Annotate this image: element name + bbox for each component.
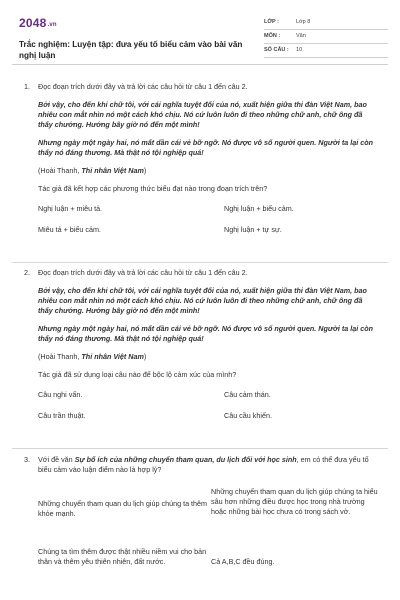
question-2 <box>24 268 376 430</box>
question-divider <box>12 262 388 263</box>
answer-option-c[interactable]: Câu trần thuật. <box>38 411 86 420</box>
site-logo[interactable] <box>19 16 57 30</box>
answer-option-c[interactable]: Miêu tả + biểu cảm. <box>38 225 101 234</box>
question-prompt <box>38 455 376 475</box>
answer-option-a[interactable]: Câu nghi vấn. <box>38 390 83 399</box>
passage-paragraph: Nhưng ngày một ngày hai, nó mất dần cái vẻ bỡ ngỡ. Nó được vô số người quen. Người ta lại còn thấy nó đáng thương. Mà thật nó tội nghiệp quá! <box>38 324 373 343</box>
question-3 <box>24 455 376 583</box>
question-number: 1. <box>24 82 30 91</box>
question-intro: Đọc đoạn trích dưới đây và trả lời các câu hỏi từ câu 1 đến câu 2. <box>38 268 248 277</box>
prompt-topic: Sự bổ ích của những chuyến tham quan, du lịch đối với học sinh <box>74 455 297 464</box>
question-1 <box>24 82 376 244</box>
question-prompt: Tác giả đã kết hợp các phương thức biểu đạt nào trong đoạn trích trên? <box>38 184 268 193</box>
passage-source <box>38 352 376 362</box>
question-number: 2. <box>24 268 30 277</box>
answer-option-d[interactable]: Nghị luận + tự sự. <box>224 225 282 234</box>
meta-label: LỚP : <box>264 19 279 25</box>
meta-label: SỐ CÂU : <box>264 47 289 53</box>
answer-option-b[interactable]: Nghị luận + biểu cảm. <box>224 204 294 213</box>
meta-row-grade <box>264 17 388 30</box>
meta-label: MÔN : <box>264 33 281 39</box>
passage-paragraph: Bởi vậy, cho đến khi chữ tôi, với cái nghĩa tuyệt đối của nó, xuất hiện giữa thi đàn Việt Nam, bao nhiêu con mắt nhìn nó một cách khó chịu. Nó cứ luôn luôn đi theo những chữ anh, chữ ông đã thấy chướng. Hướng bây giờ nó đến một mình! <box>38 100 367 129</box>
question-number: 3. <box>24 455 30 464</box>
question-prompt: Tác giả đã sử dụng loại câu nào để bộc lộ cảm xúc của mình? <box>38 370 237 379</box>
prompt-pre: Với đề văn <box>38 455 75 464</box>
answer-option-b[interactable]: Những chuyến tham quan du lịch giúp chúng ta hiểu sâu hơn những điều được học trong nhà trường hoặc những bài học chưa có trong sách vở. <box>211 487 378 516</box>
meta-value: 10 <box>296 47 303 53</box>
source-close: ) <box>143 166 147 175</box>
answer-options <box>38 204 376 244</box>
source-work: Thi nhân Việt Nam <box>81 166 144 175</box>
meta-value: Lớp 8 <box>296 19 311 25</box>
worksheet-header <box>12 10 388 65</box>
worksheet-title: Trắc nghiệm: Luyện tập: đưa yếu tố biểu cảm vào bài văn nghị luận <box>19 40 243 60</box>
answer-options <box>38 390 376 430</box>
passage-paragraph: Nhưng ngày một ngày hai, nó mất dần cái vẻ bỡ ngỡ. Nó được vô số người quen. Người ta lại còn thấy nó đáng thương. Mà thật nó tội nghiệp quá! <box>38 138 373 157</box>
source-author: (Hoài Thanh, <box>38 166 82 175</box>
worksheet-meta <box>264 17 388 59</box>
source-close: ) <box>143 352 147 361</box>
meta-row-count <box>264 45 388 58</box>
logo-tld: .vn <box>47 22 57 28</box>
source-author: (Hoài Thanh, <box>38 352 82 361</box>
answer-option-a[interactable]: Nghị luận + miêu tả. <box>38 204 103 213</box>
answer-option-b[interactable]: Câu cảm thán. <box>224 390 271 399</box>
passage-paragraph: Bởi vậy, cho đến khi chữ tôi, với cái nghĩa tuyệt đối của nó, xuất hiện giữa thi đàn Việt Nam, bao nhiêu con mắt nhìn nó một cách khó chịu. Nó cứ luôn luôn đi theo những chữ anh, chữ ông đã thấy chướng. Hướng bây giờ nó đến một mình! <box>38 286 367 315</box>
answer-option-a[interactable]: Những chuyến tham quan du lịch giúp chúng ta thêm khỏe mạnh. <box>38 499 208 518</box>
answer-options <box>38 487 376 583</box>
meta-value: Văn <box>296 33 306 39</box>
logo-text: 2048 <box>19 16 47 30</box>
question-divider <box>12 448 388 449</box>
prompt-post: , em có thể đưa yếu tố biểu cảm vào luận điểm nào là hợp lý? <box>38 455 369 474</box>
answer-option-c[interactable]: Chúng ta tìm thêm được thật nhiều niềm vui cho bản thân và thêm yêu thiên nhiên, đất nước. <box>38 547 207 566</box>
answer-option-d[interactable]: Câu cầu khiến. <box>224 411 272 420</box>
source-work: Thi nhân Việt Nam <box>81 352 144 361</box>
meta-row-subject <box>264 31 388 44</box>
answer-option-d[interactable]: Cả A,B,C đều đúng. <box>211 557 275 566</box>
passage-source <box>38 166 376 176</box>
question-intro: Đọc đoạn trích dưới đây và trả lời các câu hỏi từ câu 1 đến câu 2. <box>38 82 248 91</box>
